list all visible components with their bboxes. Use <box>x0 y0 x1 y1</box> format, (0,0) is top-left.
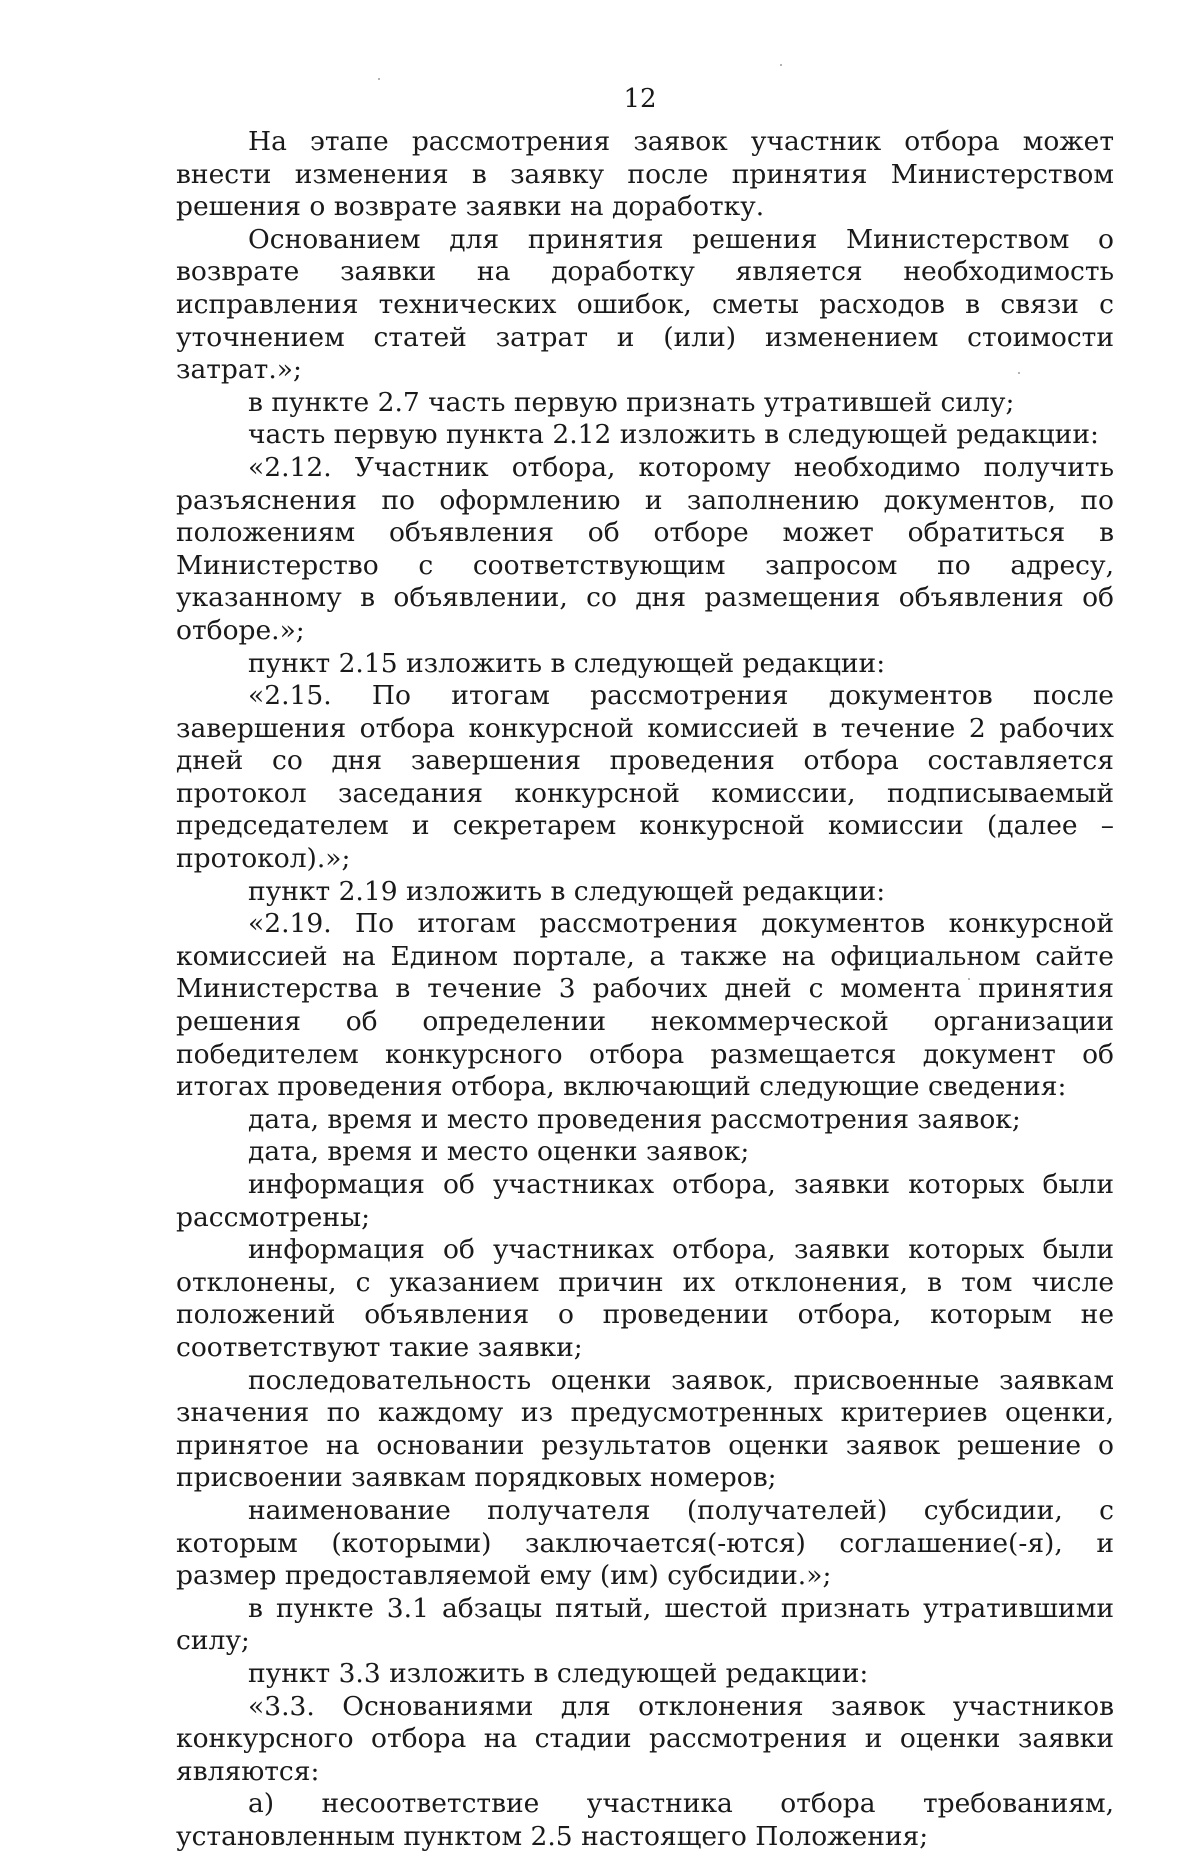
paragraph: «2.19. По итогам рассмотрения документов конкурсной комиссией на Едином портале, а также на официальном сайте Министерства в течение 3 рабочих дней с момента принятия решения об определении некоммерческой организации победителем конкурсного отбора размещается документ об итогах проведения отбора, включающий следующие сведения: <box>176 908 1114 1103</box>
paragraph: последовательность оценки заявок, присвоенные заявкам значения по каждому из предусмотренных критериев оценки, принятое на основании результатов оценки заявок решение о присвоении заявкам порядковых номеров; <box>176 1364 1114 1494</box>
paragraph: пункт 3.3 изложить в следующей редакции: <box>248 1657 869 1689</box>
paragraph: На этапе рассмотрения заявок участник отбора может внести изменения в заявку после принятия Министерством решения о возврате заявки на доработку. <box>176 126 1114 223</box>
paragraph: а) несоответствие участника отбора требованиям, установленным пунктом 2.5 настоящего Положения; <box>176 1788 1114 1852</box>
paragraph: дата, время и место оценки заявок; <box>248 1136 750 1168</box>
paragraph: информация об участниках отбора, заявки которых были рассмотрены; <box>176 1169 1114 1233</box>
paragraph: пункт 2.19 изложить в следующей редакции: <box>248 875 886 907</box>
paragraph: информация об участниках отбора, заявки которых были отклонены, с указанием причин их отклонения, в том числе положений объявления о проведении отбора, которым не соответствуют такие заявки; <box>176 1234 1114 1363</box>
paragraph: «2.15. По итогам рассмотрения документов после завершения отбора конкурсной комиссией в течение 2 рабочих дней со дня завершения проведения отбора составляется протокол заседания конкурсной комиссии, подписываемый председателем и секретарем конкурсной комиссии (далее – протокол).»; <box>176 680 1114 875</box>
page-number: 12 <box>623 84 657 114</box>
paragraph: наименование получателя (получателей) субсидии, с которым (которыми) заключается(-ются) соглашение(-я), и размер предоставляемой ему (им) субсидии.»; <box>176 1494 1114 1592</box>
paragraph: пункт 2.15 изложить в следующей редакции: <box>248 647 886 679</box>
paragraph: Основанием для принятия решения Министерством о возврате заявки на доработку является необходимость исправления технических ошибок, сметы расходов в связи с уточнением статей затрат и (или) изменением стоимости затрат.»; <box>176 223 1114 386</box>
scan-speck <box>780 64 782 66</box>
paragraph: часть первую пункта 2.12 изложить в следующей редакции: <box>248 419 1099 451</box>
scan-speck <box>378 78 380 80</box>
paragraph: дата, время и место проведения рассмотрения заявок; <box>248 1103 1021 1135</box>
paragraph: «2.12. Участник отбора, которому необходимо получить разъяснения по оформлению и заполнению документов, по положениям объявления об отборе может обратиться в Министерство с соответствующим запросом по адресу, указанному в объявлении, со дня размещения объявления об отборе.»; <box>176 451 1114 646</box>
paragraph: «3.3. Основаниями для отклонения заявок участников конкурсного отбора на стадии рассмотрения и оценки заявки являются: <box>176 1690 1114 1787</box>
paragraph: в пункте 3.1 абзацы пятый, шестой признать утратившими силу; <box>176 1592 1114 1657</box>
paragraph: в пункте 2.7 часть первую признать утратившей силу; <box>248 386 1015 418</box>
document-body <box>176 126 1114 1853</box>
